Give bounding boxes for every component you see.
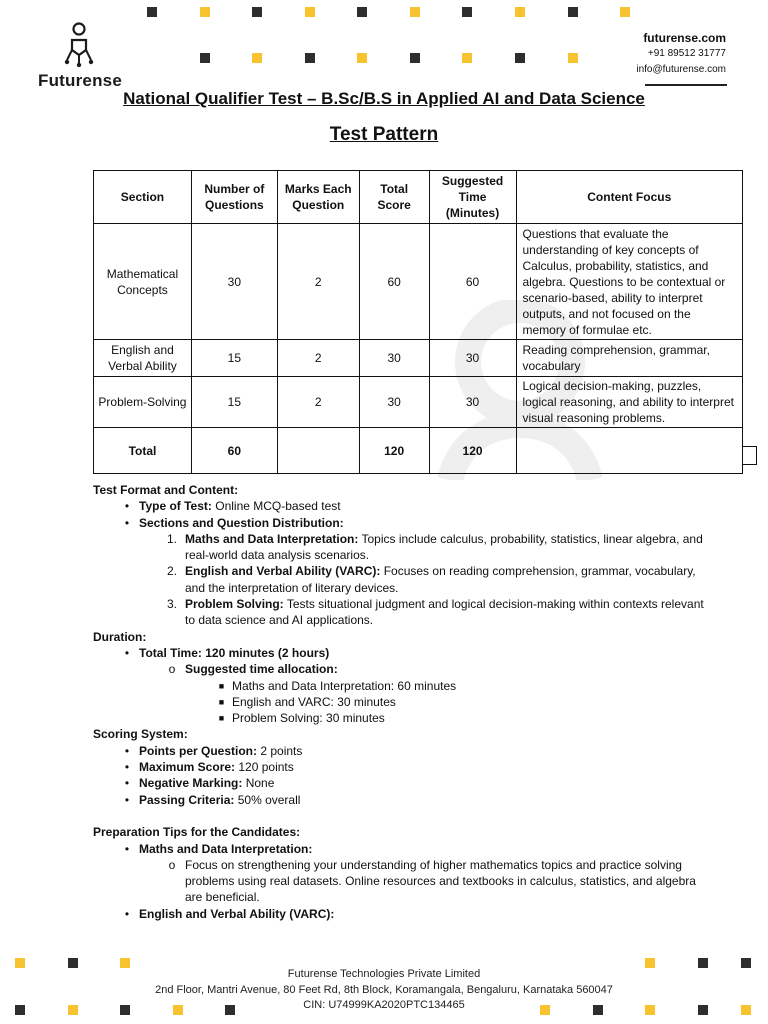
focus-cell: Logical decision-making, puzzles, logical reasoning, and ability to interpret visual reasoning problems. (516, 377, 743, 428)
item-text: Focuses on reading comprehension, grammar, vocabulary, and the interpretation of literary devices. (185, 564, 696, 595)
item-text: 2 points (260, 743, 303, 758)
duration-heading: Duration: (93, 629, 147, 644)
format-heading: Test Format and Content: (93, 483, 239, 497)
list-item (93, 775, 713, 791)
questions-cell: 30 (191, 224, 277, 340)
list-item (93, 792, 713, 808)
marks-cell: 2 (277, 340, 359, 377)
item-text: 120 points (238, 760, 294, 775)
list-item (93, 678, 713, 694)
email-link[interactable]: info@futurense.com (636, 64, 726, 75)
square-bullet-icon: ■ (218, 713, 225, 724)
list-item (93, 710, 713, 726)
item-label: Negative Marking: (139, 776, 243, 791)
bullet-icon: • (124, 776, 130, 791)
item-text: 50% overall (237, 792, 301, 807)
focus-cell: Questions that evaluate the understanding of key concepts of Calculus, probability, statistics, and algebra. Questions to be contextual or scenario-based, ability to interpret outputs, and not focused on the memory of formulae etc. (516, 224, 743, 340)
bullet-icon: • (124, 760, 130, 775)
list-item (93, 841, 713, 857)
item-label: Maths and Data Interpretation: (185, 531, 359, 546)
item-text: Problem Solving: 30 minutes (232, 711, 385, 726)
score-cell: 60 (359, 224, 429, 340)
list-item (93, 743, 713, 759)
score-cell: 30 (359, 340, 429, 377)
total-time-cell: 120 (429, 428, 516, 474)
header-cell: Section (94, 171, 192, 224)
item-label: Type of Test: (139, 499, 212, 514)
square-bullet-icon: ■ (218, 680, 225, 691)
total-marks-cell (277, 428, 359, 474)
list-item (93, 759, 713, 775)
website-link[interactable]: futurense.com (643, 31, 726, 45)
header-cell: Number of Questions (191, 171, 277, 224)
total-label-cell: Total (94, 428, 192, 474)
table-row (94, 377, 743, 428)
section-cell: English and Verbal Ability (94, 340, 192, 377)
list-item (93, 596, 713, 629)
marks-cell: 2 (277, 377, 359, 428)
contact-block (636, 30, 726, 78)
bullet-icon: • (124, 499, 130, 514)
time-cell: 60 (429, 224, 516, 340)
header-cell: Suggested Time (Minutes) (429, 171, 516, 224)
score-cell: 30 (359, 377, 429, 428)
list-item (93, 694, 713, 710)
list-item (93, 515, 713, 531)
footer-cin: CIN: U74999KA2020PTC134465 (303, 999, 465, 1011)
list-item (93, 645, 713, 661)
marks-cell: 2 (277, 224, 359, 340)
item-label: Passing Criteria: (139, 792, 235, 807)
item-label: English and Verbal Ability (VARC): (139, 906, 335, 921)
logo-mark-icon (62, 22, 96, 68)
tips-heading: Preparation Tips for the Candidates: (93, 825, 301, 840)
item-text: Tests situational judgment and logical decision-making within contexts relevant to data science and AI applications. (185, 597, 704, 628)
test-pattern-table (93, 170, 743, 474)
item-text: None (245, 776, 275, 791)
item-text: Focus on strengthening your understanding of higher mathematics topics and practice solving problems using real datasets. Online resources and textbooks in calculus, statistics, and algebra are beneficial. (185, 857, 696, 905)
section-cell: Mathematical Concepts (94, 224, 192, 340)
time-cell: 30 (429, 340, 516, 377)
document-title: National Qualifier Test – B.Sc/B.S in Applied AI and Data Science (123, 89, 645, 108)
bullet-icon: • (124, 515, 130, 530)
list-item (93, 563, 713, 596)
list-item (93, 857, 713, 906)
item-label: Sections and Question Distribution: (139, 515, 344, 530)
footer-company: Futurense Technologies Private Limited (287, 968, 481, 980)
header-cell: Marks Each Question (277, 171, 359, 224)
section-title: Test Pattern (329, 124, 439, 145)
focus-cell: Reading comprehension, grammar, vocabulary (516, 340, 743, 377)
bullet-icon: • (124, 743, 130, 758)
contact-divider (645, 84, 727, 86)
item-text: English and VARC: 30 minutes (232, 694, 396, 709)
list-item (93, 906, 713, 922)
item-label: Maximum Score: (139, 760, 236, 775)
section-cell: Problem-Solving (94, 377, 192, 428)
circle-bullet-icon: o (168, 662, 176, 677)
bullet-icon: • (124, 792, 130, 807)
scoring-heading: Scoring System: (93, 727, 188, 742)
list-number: 3. (166, 597, 177, 612)
document-body (93, 482, 713, 922)
list-item (93, 498, 713, 514)
total-questions-cell: 60 (191, 428, 277, 474)
list-number: 2. (166, 564, 177, 579)
phone-number: +91 89512 31777 (647, 48, 726, 59)
questions-cell: 15 (191, 377, 277, 428)
bullet-icon: • (124, 841, 130, 856)
futurense-logo (38, 22, 128, 90)
header-cell: Total Score (359, 171, 429, 224)
questions-cell: 15 (191, 340, 277, 377)
circle-bullet-icon: o (168, 857, 176, 872)
brand-name: Futurense (38, 71, 122, 90)
total-score-cell: 120 (359, 428, 429, 474)
item-label: Maths and Data Interpretation: (139, 841, 313, 856)
item-label: Problem Solving: (185, 597, 284, 612)
bullet-icon: • (124, 645, 130, 660)
item-text: Online MCQ-based test (215, 499, 341, 514)
table-header-row (94, 171, 743, 224)
item-label: Suggested time allocation: (185, 662, 338, 677)
item-text: Topics include calculus, probability, statistics, linear algebra, and real-world data analysis scenarios. (185, 531, 703, 563)
footer-address: 2nd Floor, Mantri Avenue, 80 Feet Rd, 8th Block, Koramangala, Bengaluru, Karnataka 560047 (155, 984, 613, 996)
list-number: 1. (166, 531, 177, 546)
table-row (94, 340, 743, 377)
spacer (93, 808, 713, 824)
table-row (94, 224, 743, 340)
item-label: Total Time: 120 minutes (2 hours) (139, 645, 330, 660)
bullet-icon: • (124, 906, 130, 921)
square-bullet-icon: ■ (218, 696, 225, 707)
table-side-box (742, 446, 757, 465)
list-item (93, 661, 713, 677)
item-label: Points per Question: (139, 743, 258, 758)
item-label: English and Verbal Ability (VARC): (185, 564, 381, 579)
item-text: Maths and Data Interpretation: 60 minutes (232, 678, 457, 693)
table-total-row (94, 428, 743, 474)
list-item (93, 531, 713, 564)
total-focus-cell (516, 428, 743, 474)
header-cell: Content Focus (516, 171, 743, 224)
time-cell: 30 (429, 377, 516, 428)
